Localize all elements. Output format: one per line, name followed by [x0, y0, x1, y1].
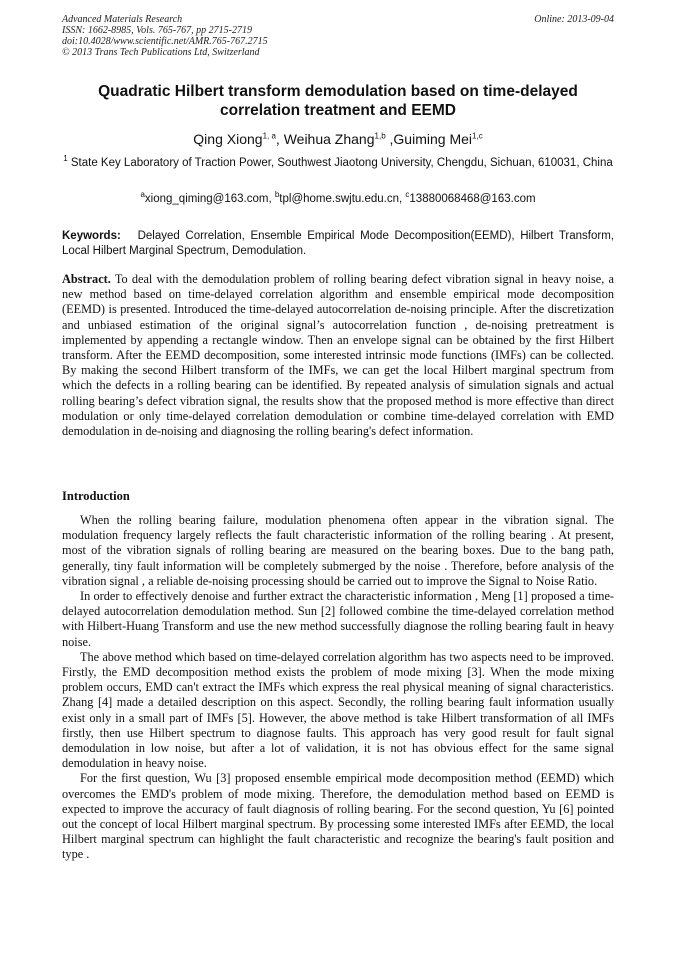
email-list — [62, 192, 614, 207]
online-date: Online: 2013-09-04 — [534, 14, 614, 25]
email-separator: , — [268, 193, 275, 205]
paragraph: In order to effectively denoise and further extract the characteristic information , Meng [1] proposed a time-delayed autocorrelation demodulation method. Sun [2] followed combine the time-delayed correlation method with Hilbert-Huang Transform and use the new method successfully diagnose the rolling bearing fault in heavy noise. — [62, 589, 614, 649]
author-name: Guiming Mei — [393, 131, 473, 147]
introduction-body — [62, 513, 614, 863]
author-name: Qing Xiong — [193, 131, 263, 147]
email-separator: , — [399, 193, 406, 205]
paragraph: When the rolling bearing failure, modulation phenomena often appear in the vibration signal. The modulation frequency largely reflects the fault characteristic information of the rolling bearing . At present, most of the vibration signals of rolling bearing are measured on the bearing boxes. Due to the bang path, generally, tiny fault information will be completely submerged by the noise . Therefore, before analysis of the vibration signal , a reliable de-noising processing should be carried out to improve the Signal to Noise Ratio. — [62, 513, 614, 588]
email-address[interactable]: tpl@home.swjtu.edu.cn — [279, 193, 400, 205]
affiliation — [62, 156, 614, 171]
paragraph: The above method which based on time-delayed correlation algorithm has two aspects need to be improved. Firstly, the EMD decomposition method exists the problem of mode mixing [3]. When the mode mixing problem occurs, EMD can't extract the IMFs which express the real physical meaning of signal characteristics. Zhang [4] made a detailed description on this aspect. Secondly, the rolling bearing fault information usually exist only in a small part of IMFs [5]. However, the above method is take Hilbert transformation of all IMFs firstly, then use Hilbert spectrum to diagnose faults. This approach has very good result for fault signal demodulation in low noise, but after a lot of validation, it is not has obvious effect for the same signal demodulation in heavy noise. — [62, 649, 614, 771]
keywords — [62, 229, 614, 259]
author-list — [62, 130, 614, 148]
abstract-text: To deal with the demodulation problem of rolling bearing defect vibration signal in heavy noise, a new method based on time-delayed correlation algorithm and ensemble empirical mode decomposition (EEMD) is presented. Introduced the time-delayed autocorrelation de-noising principle. After the discretization and unbiased estimation of the original signal’s autocorrelation function , de-noising pretreatment is implemented by appending a rectangle window. Then an envelope signal can be obtained by the first Hilbert transform. After the EEMD decomposition, some interested intrinsic mode functions (IMFs) can be collected. By making the second Hilbert transform of the IMFs, we can get the local Hilbert marginal spectrum from which the defects in a rolling bearing can be identified. By repeated analysis of simulation signals and actual rolling bearing’s defect vibration signal, the results show that the proposed method is more effective than direct modulation or only time-delayed correlation demodulation or combine time-delayed correlation with EMD demodulation in de-noising and diagnosing the rolling bearing's defect information. — [62, 272, 614, 439]
author-superscript: 1,b — [374, 131, 386, 141]
author-superscript: 1, a — [262, 131, 276, 141]
email-superscript: c — [405, 190, 410, 200]
email-address[interactable]: 13880068468@163.com — [409, 193, 536, 205]
issn-line: ISSN: 1662-8985, Vols. 765-767, pp 2715-2719 — [62, 25, 252, 36]
journal-header — [62, 14, 614, 58]
section-heading-introduction: Introduction — [62, 489, 130, 503]
copyright-line: © 2013 Trans Tech Publications Ltd, Switzerland — [62, 47, 260, 58]
journal-name: Advanced Materials Research — [62, 14, 183, 25]
email-superscript: b — [274, 190, 280, 200]
keywords-text: Delayed Correlation, Ensemble Empirical Mode Decomposition(EEMD), Hilbert Transform, Local Hilbert Marginal Spectrum, Demodulation. — [62, 230, 614, 257]
email-address[interactable]: xiong_qiming@163.com — [144, 193, 269, 205]
doi-line[interactable]: doi:10.4028/www.scientific.net/AMR.765-767.2715 — [62, 36, 268, 47]
author-name: Weihua Zhang — [283, 131, 375, 147]
affiliation-superscript: 1 — [63, 154, 68, 164]
abstract — [62, 272, 614, 439]
paragraph: For the first question, Wu [3] proposed ensemble empirical mode decomposition method (EEMD) which overcomes the EMD's problem of mode mixing. Therefore, the demodulation method based on EEMD is expected to improve the accuracy of fault diagnosis of rolling bearing. For the second question, Yu [6] pointed out the concept of local Hilbert marginal spectrum. By processing some interested IMFs after EEMD, the local Hilbert marginal spectrum can highlight the fault characteristic and recognize the bearing's fault position and type . — [62, 771, 614, 862]
paper-title: Quadratic Hilbert transform demodulation based on time-delayed correlation treatment and EEMD — [98, 83, 578, 119]
email-superscript: a — [140, 190, 145, 200]
affiliation-text: State Key Laboratory of Traction Power, Southwest Jiaotong University, Chengdu, Sichuan, 610031, China — [67, 157, 613, 169]
author-separator: , — [275, 131, 284, 147]
abstract-label: Abstract. — [62, 272, 111, 286]
author-superscript: 1,c — [472, 131, 483, 141]
keywords-label: Keywords: — [62, 230, 121, 242]
author-separator: , — [385, 131, 394, 147]
